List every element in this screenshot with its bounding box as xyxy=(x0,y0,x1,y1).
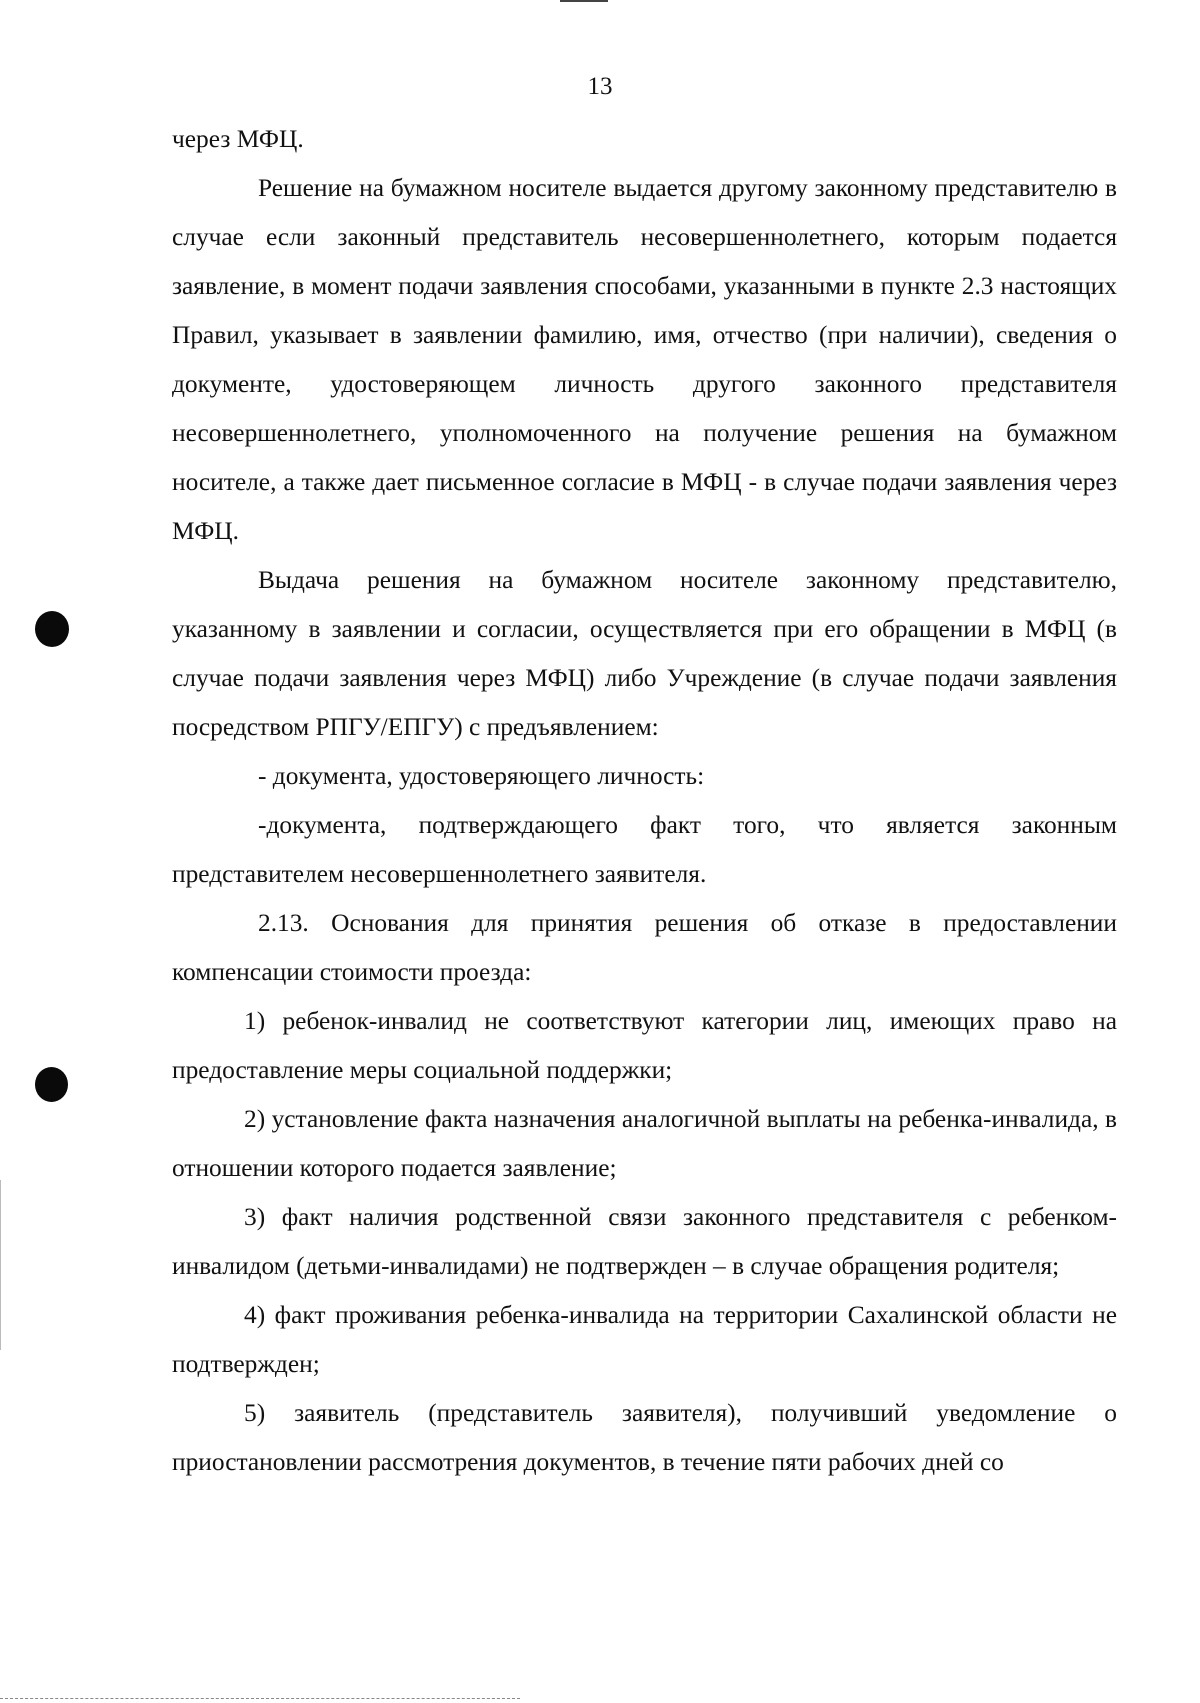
punch-hole-top xyxy=(35,611,69,647)
paragraph-issuance: Выдача решения на бумажном носителе законному представителю, указанному в заявлении и согласии, осуществляется при его обращении в МФЦ (в случае подачи заявления через МФЦ) либо Учреждение (в случае подачи заявления посредством РПГУ/ЕПГУ) с предъявлением: xyxy=(172,566,1117,741)
refusal-ground-5: 5) заявитель (представитель заявителя), получивший уведомление о приостановлении рассмотрения документов, в течение пяти рабочих дней со xyxy=(172,1399,1117,1476)
refusal-ground-2: 2) установление факта назначения аналогичной выплаты на ребенка-инвалида, в отношении которого подается заявление; xyxy=(172,1105,1117,1182)
refusal-ground-1: 1) ребенок-инвалид не соответствуют категории лиц, имеющих право на предоставление меры социальной поддержки; xyxy=(172,1007,1117,1084)
section-heading-2-13: 2.13. Основания для принятия решения об отказе в предоставлении компенсации стоимости проезда: xyxy=(172,909,1117,986)
document-body xyxy=(172,115,1117,1487)
page-number: 13 xyxy=(587,73,613,100)
list-item-representative-document: -документа, подтверждающего факт того, что является законным представителем несовершеннолетнего заявителя. xyxy=(172,811,1117,888)
scan-artifact-left-edge xyxy=(0,1180,1,1350)
paragraph-continuation: через МФЦ. xyxy=(172,125,304,153)
refusal-ground-3: 3) факт наличия родственной связи законного представителя с ребенком-инвалидом (детьми-инвалидами) не подтвержден – в случае обращения родителя; xyxy=(172,1203,1117,1280)
scan-artifact-bottom xyxy=(0,1698,520,1700)
scan-artifact-top xyxy=(560,0,608,2)
refusal-ground-4: 4) факт проживания ребенка-инвалида на территории Сахалинской области не подтвержден; xyxy=(172,1301,1117,1378)
paragraph-paper-decision: Решение на бумажном носителе выдается другому законному представителю в случае если законный представитель несовершеннолетнего, которым подается заявление, в момент подачи заявления способами, указанными в пункте 2.3 настоящих Правил, указывает в заявлении фамилию, имя, отчество (при наличии), сведения о документе, удостоверяющем личность другого законного представителя несовершеннолетнего, уполномоченного на получение решения на бумажном носителе, а также дает письменное согласие в МФЦ - в случае подачи заявления через МФЦ. xyxy=(172,174,1117,545)
list-item-identity-document: - документа, удостоверяющего личность: xyxy=(258,762,705,790)
punch-hole-bottom xyxy=(35,1067,68,1102)
